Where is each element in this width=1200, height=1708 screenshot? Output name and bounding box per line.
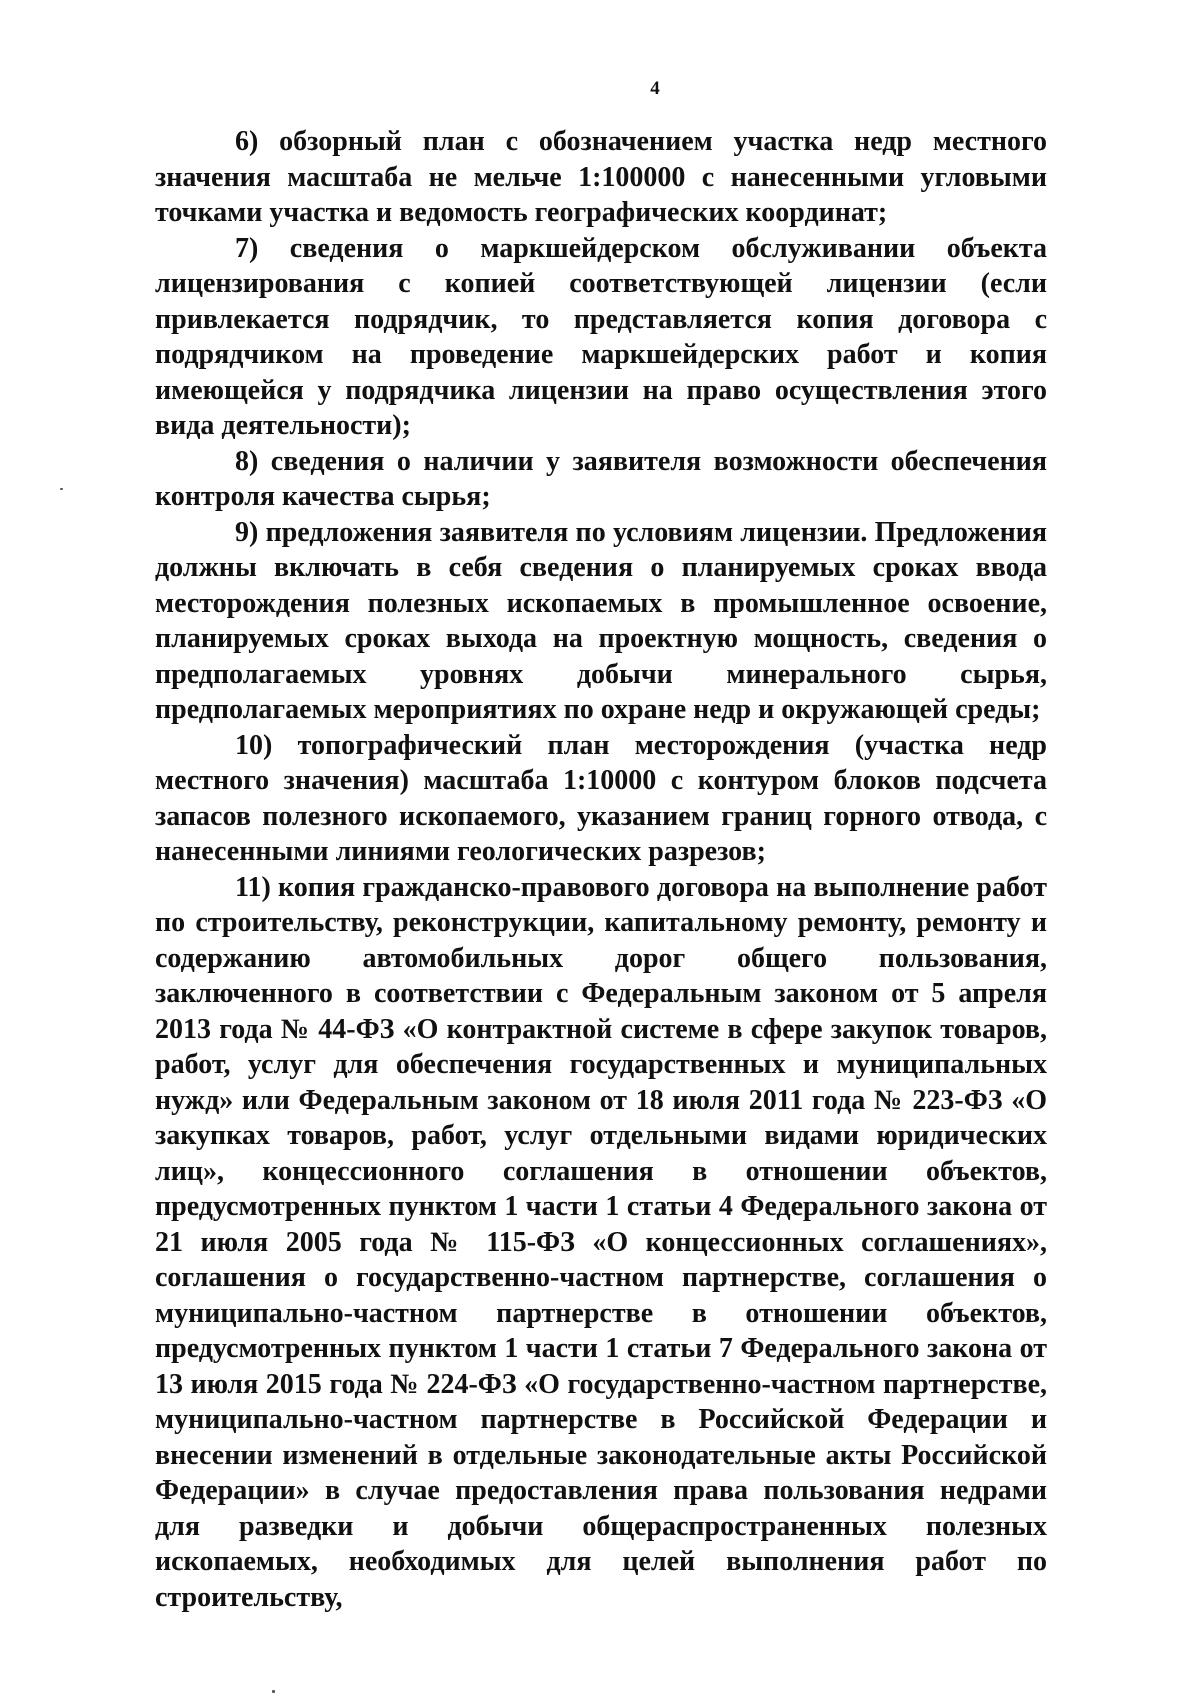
scan-speck [60,488,63,490]
page-number: 4 [650,78,660,99]
list-item-11: 11) копия гражданско-правового договора на выполнение работ по строительству, реконструкции, капитальному ремонту, ремонту и содержанию автомобильных дорог общего пользования, заключенного в соответствии с Федеральным законом от 5 апреля 2013 года № 44-ФЗ «О контрактной системе в сфере закупок товаров, работ, услуг для обеспечения государственных и муниципальных нужд» или Федеральным законом от 18 июля 2011 года № 223-ФЗ «О закупках товаров, работ, услуг отдельными видами юридических лиц», концессионного соглашения в отношении объектов, предусмотренных пунктом 1 части 1 статьи 4 Федерального закона от 21 июля 2005 года № 115-ФЗ «О концессионных соглашениях», соглашения о государственно-частном партнерстве, соглашения о муниципально-частном партнерстве в отношении объектов, предусмотренных пунктом 1 части 1 статьи 7 Федерального закона от 13 июля 2015 года № 224-ФЗ «О государственно-частном партнерстве, муниципально-частном партнерстве в Российской Федерации и внесении изменений в отдельные законодательные акты Российской Федерации» в случае предоставления права пользования недрами для разведки и добычи общераспространенных полезных ископаемых, необходимых для целей выполнения работ по строительству, [155,871,1047,1613]
list-item-10: 10) топографический план месторождения (участка недр местного значения) масштаба 1:10000 с контуром блоков подсчета запасов полезного ископаемого, указанием границ горного отвода, с нанесенными линиями геологических разрезов; [155,729,1047,867]
list-item-8: 8) сведения о наличии у заявителя возможности обеспечения контроля качества сырья; [155,445,1047,512]
list-item-6: 6) обзорный план с обозначением участка недр местного значения масштаба не мельче 1:100000 с нанесенными угловыми точками участка и ведомость географических координат; [155,126,1047,228]
list-item-9: 9) предложения заявителя по условиям лицензии. Предложения должны включать в себя сведения о планируемых сроках ввода месторождения полезных ископаемых в промышленное освоение, планируемых сроках выхода на проектную мощность, сведения о предполагаемых уровнях добычи минерального сырья, предполагаемых мероприятиях по охране недр и окружающей среды; [155,516,1047,725]
document-body [155,124,1047,1615]
scan-speck [272,1690,275,1693]
list-item-7: 7) сведения о маркшейдерском обслуживании объекта лицензирования с копией соответствующей лицензии (если привлекается подрядчик, то представляется копия договора с подрядчиком на проведение маркшейдерских работ и копия имеющейся у подрядчика лицензии на право осуществления этого вида деятельности); [155,232,1047,441]
